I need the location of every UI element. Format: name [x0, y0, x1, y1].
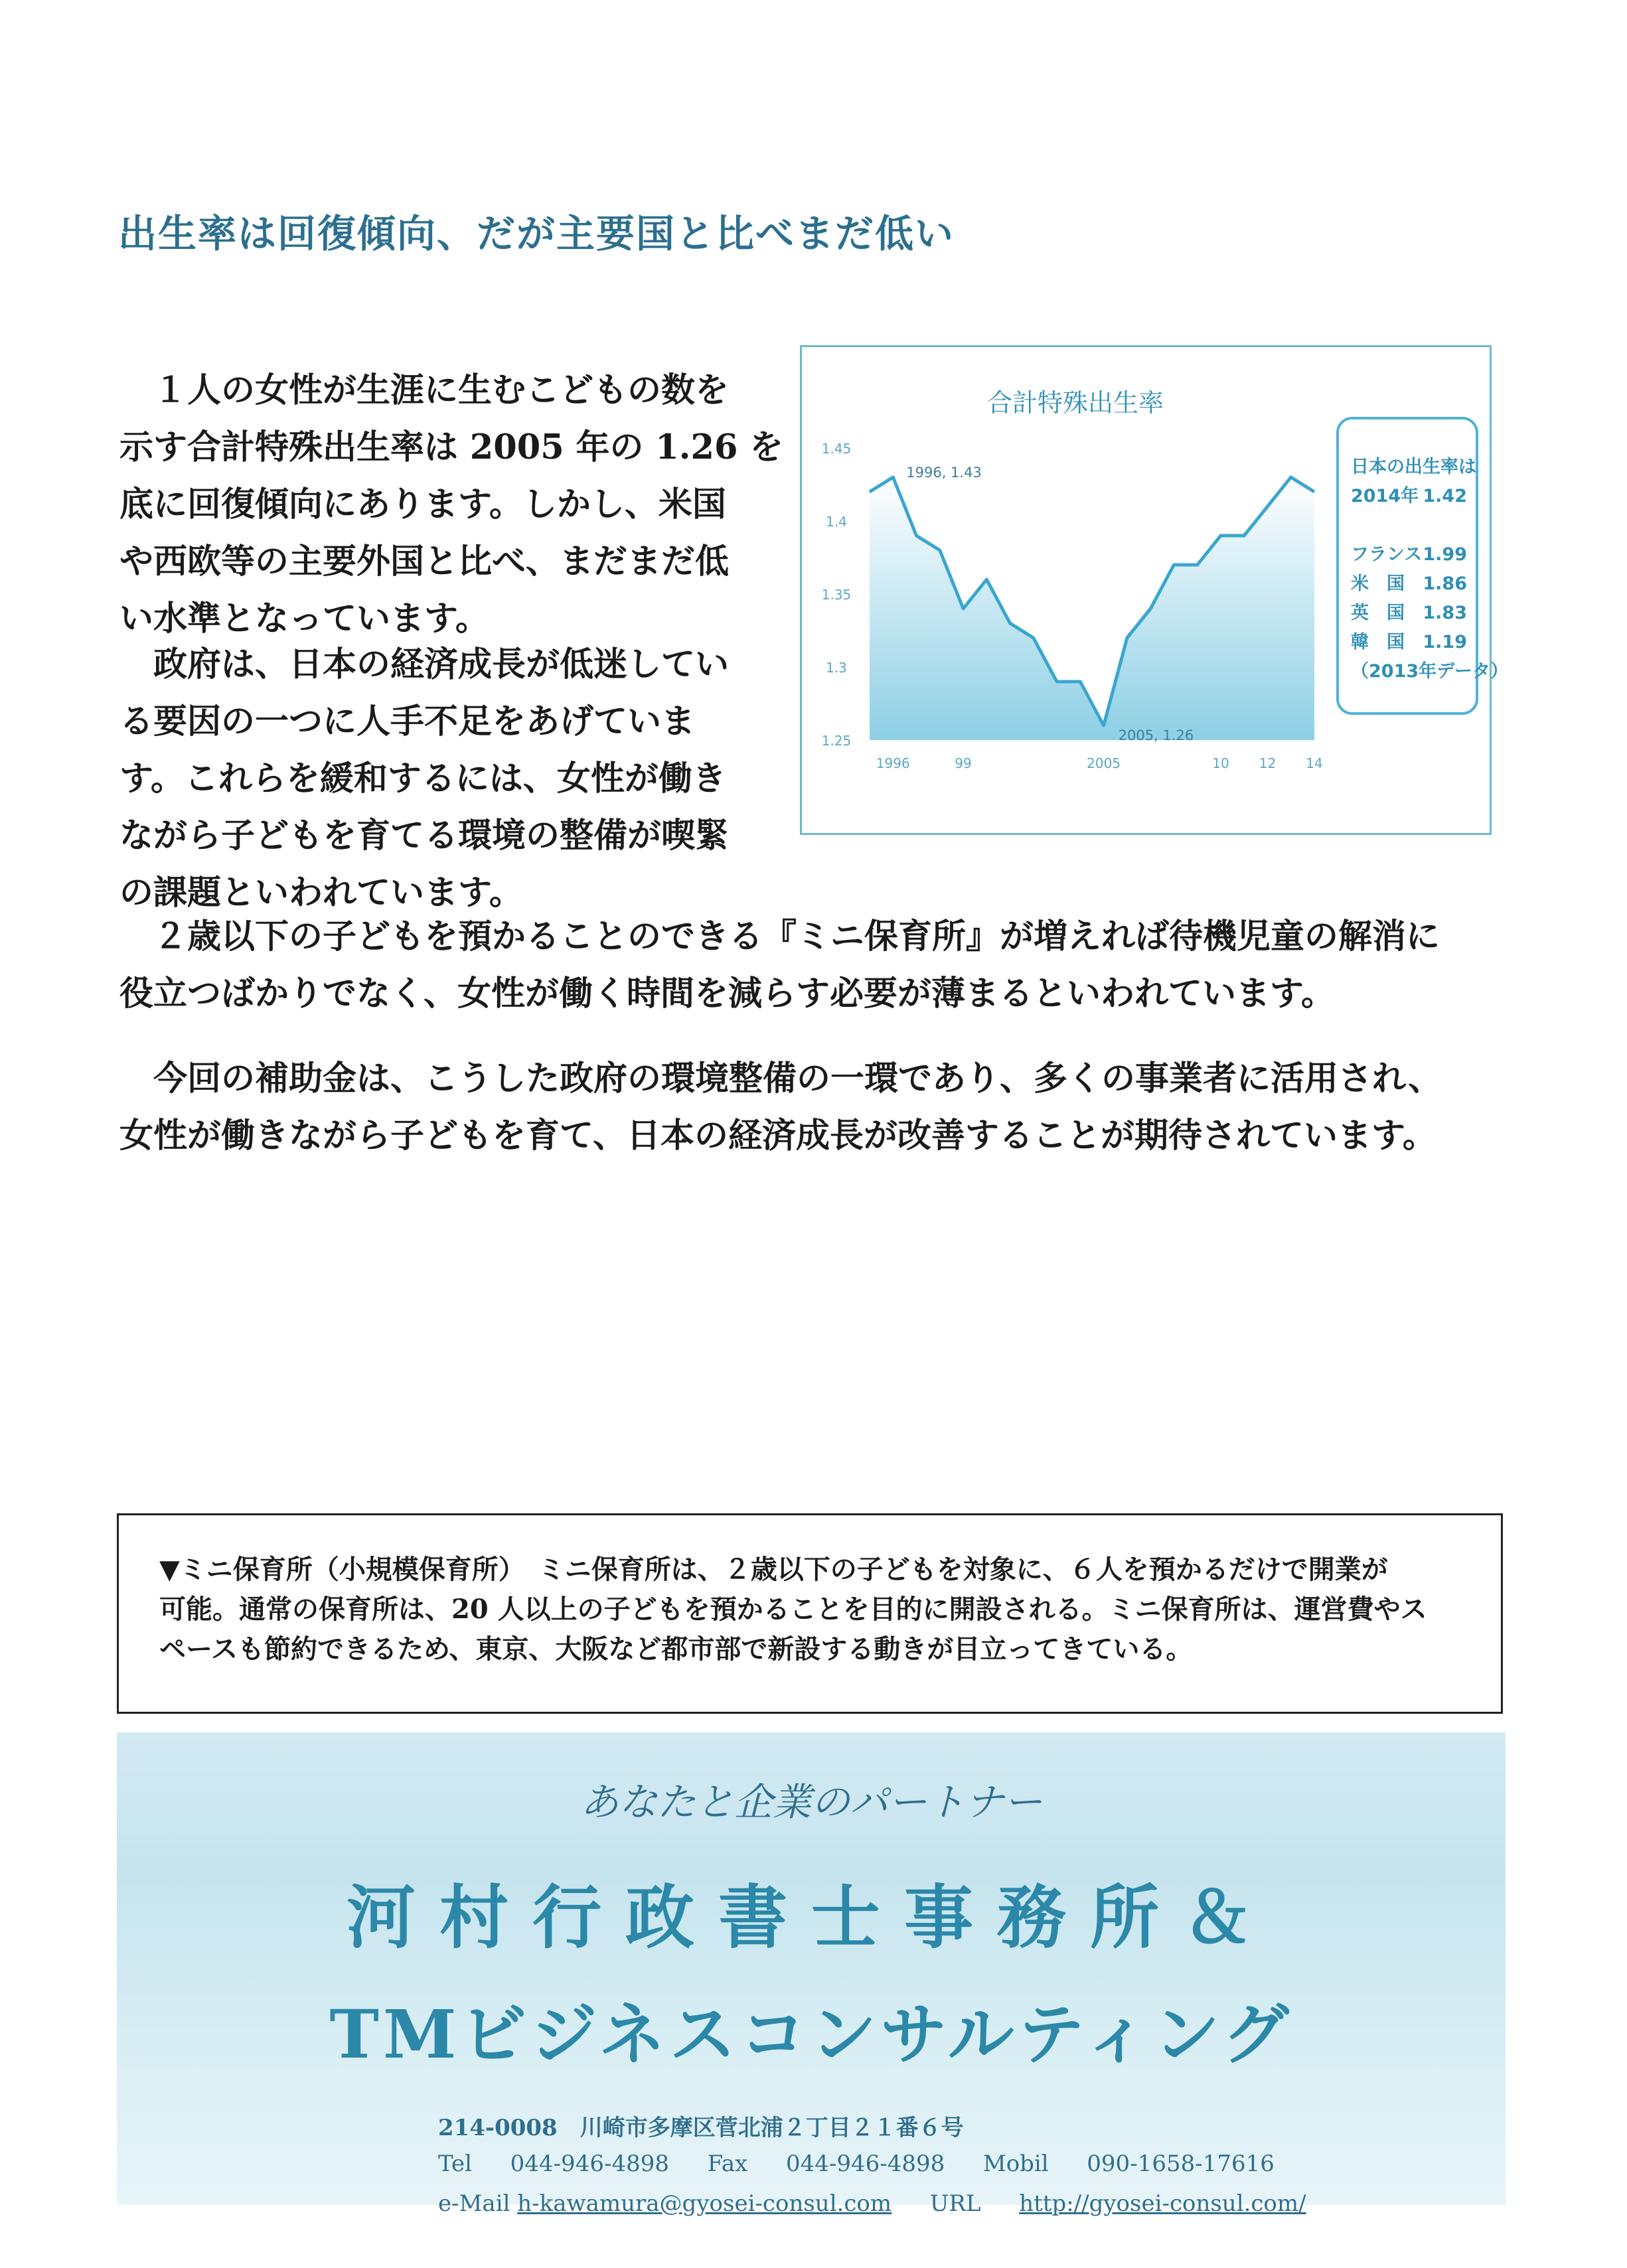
callout-label: フランス [1351, 544, 1423, 565]
callout-label: 英 国 [1351, 603, 1405, 623]
text-line: い水準となっています。 [119, 599, 489, 639]
y-tick-label: 1.25 [821, 733, 852, 749]
contact-address: 214-0008 川崎市多摩区菅北浦２丁目２１番６号 [438, 2115, 964, 2141]
callout-value: 1.19 [1423, 632, 1467, 652]
tel-label: Tel [438, 2151, 473, 2177]
paragraph-mini-nursery [119, 908, 1527, 1022]
y-tick-label: 1.3 [826, 660, 847, 676]
text-line: 今回の補助金は、こうした政府の環境整備の一環であり、多くの事業者に活用され、 [119, 1059, 1442, 1098]
paragraph-labor-shortage [119, 636, 783, 921]
fax-label: Fax [707, 2151, 748, 2177]
text-line: 政府は、日本の経済成長が低迷してい [119, 644, 730, 684]
text-line: １人の女性が生涯に生むこどもの数を [119, 370, 730, 410]
text-line: ２歳以下の子どもを預かることのできる『ミニ保育所』が増えれば待機児童の解消に [119, 917, 1440, 956]
text-line: す。これらを緩和するには、女性が働き [119, 759, 726, 798]
fax-number: 044-946-4898 [785, 2151, 945, 2177]
x-tick-label: 2005 [1087, 755, 1121, 771]
comparison-callout [1338, 418, 1508, 714]
note-line: 可能。通常の保育所は、20 人以上の子どもを預かることを目的に開設される。ミニ保育所は、運営費やス [159, 1594, 1427, 1625]
callout-value: 1.99 [1423, 544, 1467, 565]
y-axis [822, 441, 852, 749]
footer-tagline: あなたと企業のパートナー [580, 1779, 1042, 1825]
y-tick-label: 1.45 [821, 441, 852, 457]
x-tick-label: 99 [955, 755, 972, 771]
url-link[interactable]: http://gyosei-consul.com/ [1019, 2190, 1306, 2217]
paragraph-fertility-rate [119, 362, 783, 647]
callout-label: （2013年データ） [1351, 661, 1509, 682]
x-axis [876, 755, 1323, 771]
callout-label: 日本の出生率は [1351, 457, 1476, 477]
text-line: 底に回復傾向にあります。しかし、米国 [119, 485, 726, 524]
callout-label: 米 国 [1351, 573, 1405, 594]
text-line: や西欧等の主要外国と比べ、まだまだ低 [119, 542, 730, 581]
note-text [159, 1550, 1480, 1669]
note-line: ▼ミニ保育所（小規模保育所） ミニ保育所は、２歳以下の子どもを対象に、６人を預かるだけで開業が [159, 1554, 1388, 1585]
text-line: 女性が働きながら子どもを育て、日本の経済成長が改善することが期待されています。 [119, 1116, 1436, 1156]
text-line: 示す合計特殊出生率は 2005 年の 1.26 を [119, 427, 784, 467]
text-line: の課題といわれています。 [119, 873, 523, 913]
x-tick-label: 1996 [876, 755, 910, 771]
mail-label: e-Mail [438, 2190, 510, 2217]
callout-label: 2014年 [1351, 486, 1419, 506]
x-tick-label: 14 [1306, 755, 1323, 771]
data-label: 1996, 1.43 [906, 465, 982, 481]
x-tick-label: 12 [1259, 755, 1277, 771]
callout-value: 1.86 [1423, 573, 1467, 594]
y-tick-label: 1.35 [821, 587, 852, 603]
url-label: URL [929, 2190, 981, 2217]
data-label: 2005, 1.26 [1118, 727, 1194, 743]
contact-phone-line [438, 2151, 1275, 2177]
mobil-label: Mobil [982, 2151, 1049, 2177]
mobil-number: 090-1658-17616 [1087, 2151, 1275, 2177]
fertility-rate-chart [800, 345, 1509, 835]
text-line: ながら子どもを育てる環境の整備が喫緊 [119, 816, 730, 856]
email-link[interactable]: h-kawamura@gyosei-consul.com [517, 2190, 892, 2217]
x-tick-label: 10 [1212, 755, 1229, 771]
page-heading: 出生率は回復傾向、だが主要国と比べまだ低い [118, 211, 955, 256]
contact-web-line [438, 2190, 1306, 2217]
callout-value: 1.83 [1423, 603, 1467, 623]
firm-name-line2: TMビジネスコンサルティング [329, 1995, 1293, 2074]
callout-value: 1.42 [1423, 486, 1467, 506]
tel-number: 044-946-4898 [510, 2151, 669, 2177]
y-tick-label: 1.4 [826, 514, 847, 530]
firm-name-line1: 河村行政書士事務所＆ [346, 1876, 1276, 1958]
text-line: る要因の一つに人手不足をあげていま [119, 702, 696, 741]
paragraph-subsidy [119, 1050, 1527, 1164]
note-line: ペースも節約できるため、東京、大阪など都市部で新設する動きが目立ってきている。 [159, 1633, 1193, 1665]
text-line: 役立つばかりでなく、女性が働く時間を減らす必要が薄まるといわれています。 [119, 974, 1335, 1014]
chart-title: 合計特殊出生率 [986, 388, 1164, 417]
callout-label: 韓 国 [1351, 632, 1405, 652]
